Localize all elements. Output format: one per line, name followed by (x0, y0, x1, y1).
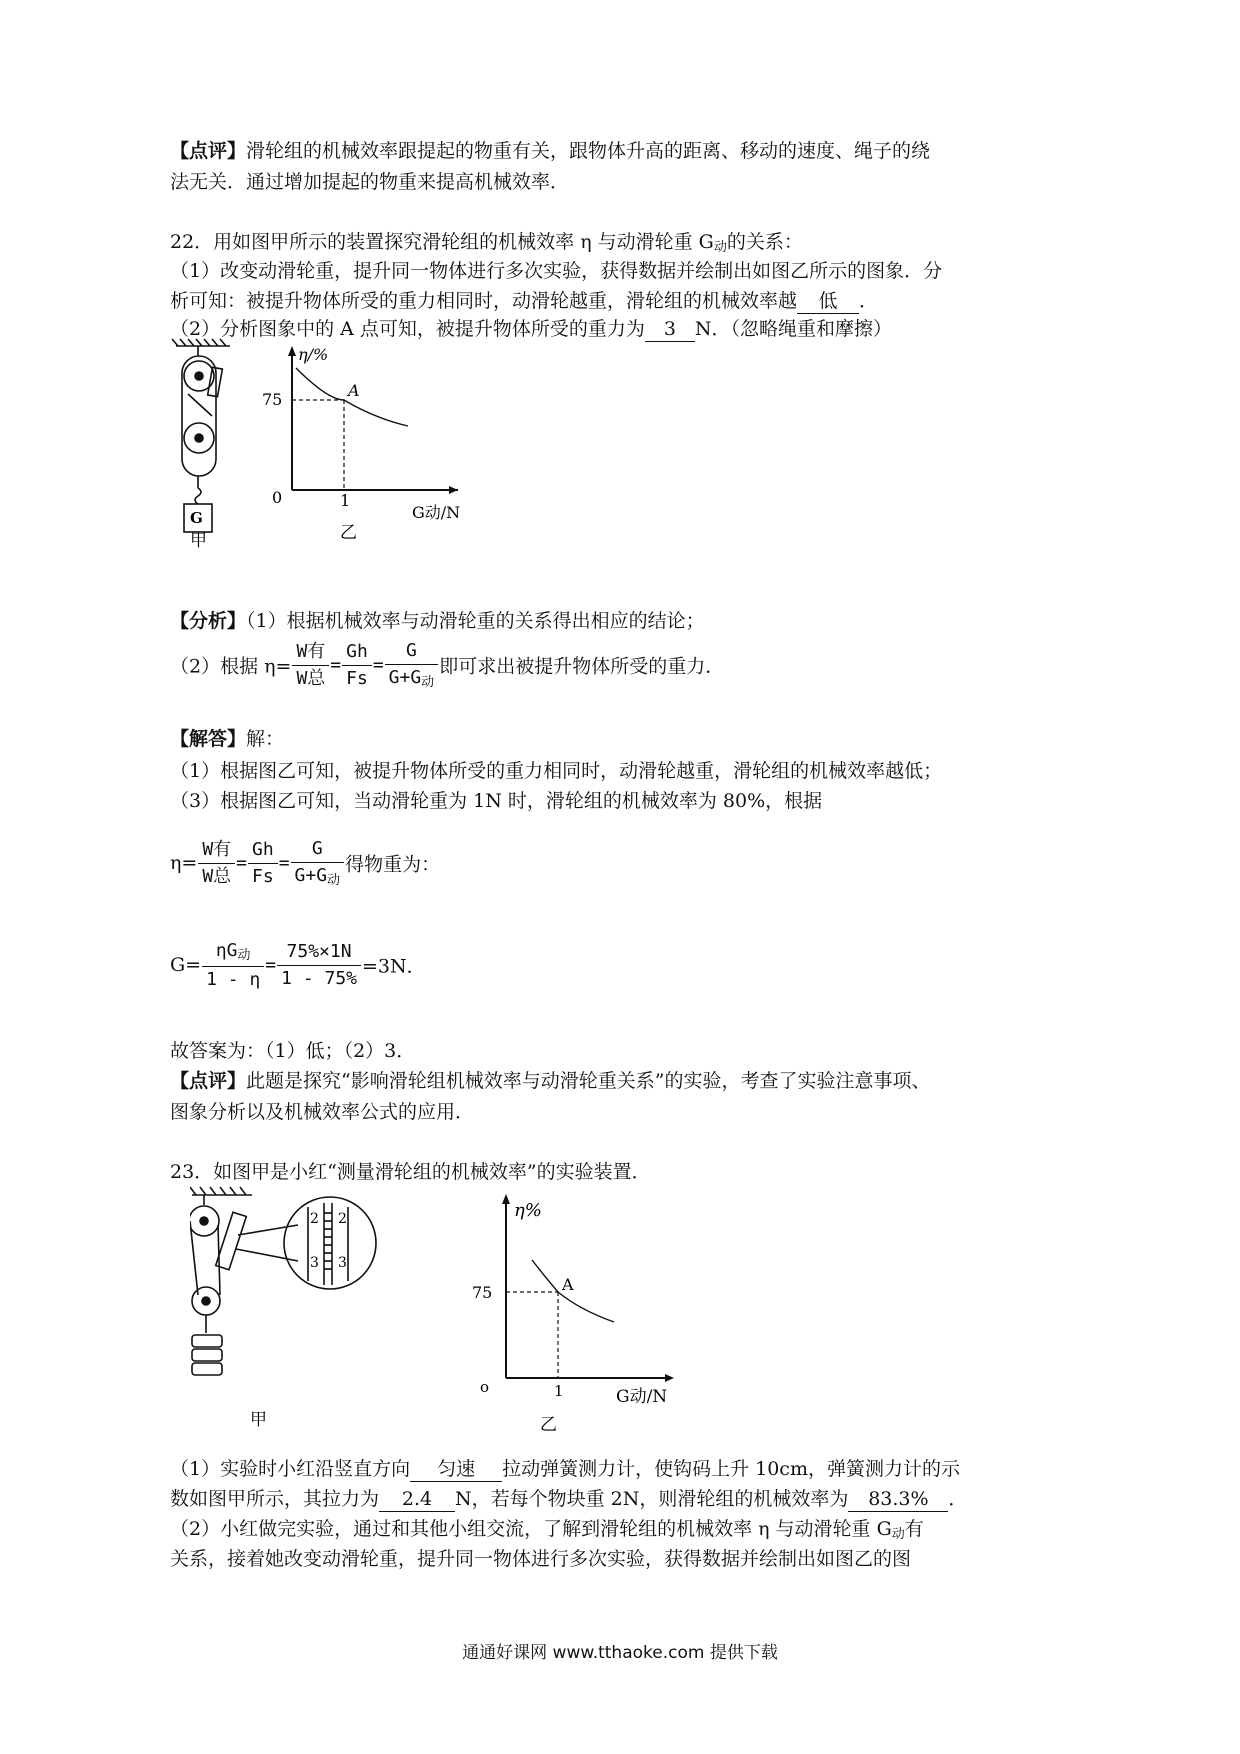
q22-y-axis-arrow (288, 346, 296, 356)
q22-graph (262, 345, 460, 543)
q22-comment-line2: 图象分析以及机械效率公式的应用． (170, 1101, 475, 1123)
q22-stem: 22．用如图甲所示的装置探究滑轮组的机械效率 η 与动滑轮重 $G_动$的关系： (170, 231, 803, 255)
q23-y-axis-arrow (502, 1194, 510, 1204)
comment-text-line1: 滑轮组的机械效率跟提起的物重有关，跟物体升高的距离、移动的速度、绳子的绕 (246, 140, 931, 162)
q23-apparatus-figure (190, 1185, 390, 1435)
analysis-frac-work: $\frac{\text{W有}}{\text{W总}}$ (292, 641, 329, 689)
analysis-frac-gh: $\frac{Gh}{Fs}$ (342, 641, 372, 689)
q23-answer-blank-3: 83.3% (848, 1489, 948, 1512)
final-answer: 故答案为：（1）低；（2）3． (170, 1040, 416, 1062)
page-footer: 通通好课网 www.tthaoke.com 提供下载 (462, 1643, 778, 1663)
q22-pulley-apparatus (172, 339, 230, 532)
q23-answer-blank-2: 2.4 (379, 1489, 455, 1512)
q23-answer-blank-1: 匀速 (410, 1459, 502, 1482)
q22-x-axis-arrow (449, 486, 458, 494)
q22-y-tick-75: 75 (262, 390, 283, 409)
q23-sub2-line1: （2）小红做完实验，通过和其他小组交流，了解到滑轮组的机械效率 η 与动滑轮重 $G_动$有 (170, 1518, 924, 1542)
q22-sub2: （2）分析图象中的 A 点可知，被提升物体所受的重力为 3 N．（忽略绳重和摩擦） (170, 318, 893, 340)
q23-x-axis-label: G动/N (616, 1387, 668, 1407)
scale-mark-2-right: 2 (338, 1211, 347, 1227)
q22-y-axis-label: η/% (298, 345, 329, 364)
q22-x-tick-1: 1 (340, 491, 351, 510)
q22-figure (168, 338, 488, 548)
analysis-line1: 【分析】（1）根据机械效率与动滑轮重的关系得出相应的结论； (170, 610, 705, 632)
answer-label: 【解答】 (170, 728, 247, 750)
q23-pulley-apparatus (190, 1187, 376, 1375)
answer-part3: （3）根据图乙可知，当动滑轮重为 1N 时，滑轮组的机械效率为 80%，根据 (170, 790, 823, 812)
answer-part1: （1）根据图乙可知，被提升物体所受的重力相同时，动滑轮越重，滑轮组的机械效率越低； (170, 760, 943, 782)
q22-answer-blank-1: 低 (797, 291, 859, 314)
q22-origin-label: 0 (272, 488, 283, 507)
comment-label: 【点评】 (170, 140, 247, 162)
answer-g-formula: G= $\frac{\eta G_动}{1 - \eta}$ = $\frac{75\%\times 1N}{1 - 75\%}$ =3N． (170, 940, 426, 990)
analysis-label: 【分析】 (170, 610, 247, 632)
scale-mark-3-right: 3 (338, 1255, 347, 1271)
q23-graph (472, 1194, 674, 1435)
scale-mark-2-left: 2 (310, 1211, 319, 1227)
q22-comment-line1: 【点评】此题是探究“影响滑轮组机械效率与动滑轮重关系”的实验，考查了实验注意事项、 (170, 1070, 931, 1092)
q23-graph-figure (470, 1180, 700, 1435)
analysis-frac-g: $\frac{G}{G+G_动}$ (385, 640, 439, 690)
q22-figure-label-yi: 乙 (340, 523, 357, 543)
q23-figure-label-yi: 乙 (540, 1415, 557, 1435)
q22-point-a: A (348, 381, 360, 400)
q23-point-a: A (562, 1275, 574, 1294)
q22-answer-blank-2: 3 (645, 319, 695, 342)
scale-mark-3-left: 3 (310, 1255, 319, 1271)
q22-x-axis-label: G动/N (412, 503, 461, 522)
q23-x-axis-arrow (665, 1374, 674, 1382)
answer-header: 【解答】解： (170, 728, 285, 750)
q22-sub1-line1: （1）改变动滑轮重，提升同一物体进行多次实验，获得数据并绘制出如图乙所示的图象．分 (170, 260, 943, 282)
q22-figure-label-jia: 甲 (190, 531, 207, 548)
q23-y-axis-label: η% (514, 1200, 542, 1221)
q23-sub2-line2: 关系，接着她改变动滑轮重，提升同一物体进行多次实验，获得数据并绘制出如图乙的图 (170, 1548, 912, 1570)
q23-y-tick-75: 75 (472, 1283, 493, 1302)
q23-sub1-line2: 数如图甲所示，其拉力为 2.4 N，若每个物块重 2N，则滑轮组的机械效率为 83.3% ． (170, 1488, 968, 1510)
comment-paragraph (170, 136, 930, 163)
comment-text-line2: 法无关．通过增加提起的物重来提高机械效率． (170, 171, 570, 193)
analysis-line2: （2）根据 η= $\frac{\text{W有}}{\text{W总}}$ = $\frac{Gh}{Fs}$ = $\frac{G}{G+G_动}$ 即可求出被提升物体所受的重力． (170, 640, 725, 690)
q22-block-label: G (190, 509, 203, 527)
q22-comment-label: 【点评】 (170, 1070, 247, 1092)
q23-figure-label-jia: 甲 (250, 1410, 267, 1430)
q23-origin-label: o (480, 1378, 490, 1396)
q23-stem: 23．如图甲是小红“测量滑轮组的机械效率”的实验装置． (170, 1161, 651, 1183)
q23-x-tick-1: 1 (554, 1382, 564, 1400)
answer-eta-formula: η= $\frac{\text{W有}}{\text{W总}}$ = $\frac{Gh}{Fs}$ = $\frac{G}{G+G_动}$ 得物重为： (170, 838, 441, 888)
q23-sub1-line1: （1）实验时小红沿竖直方向 匀速 拉动弹簧测力计，使钩码上升 10cm，弹簧测力计的示 (170, 1458, 960, 1480)
q22-sub1-line2: 析可知：被提升物体所受的重力相同时，动滑轮越重，滑轮组的机械效率越 低 ． (170, 290, 879, 312)
